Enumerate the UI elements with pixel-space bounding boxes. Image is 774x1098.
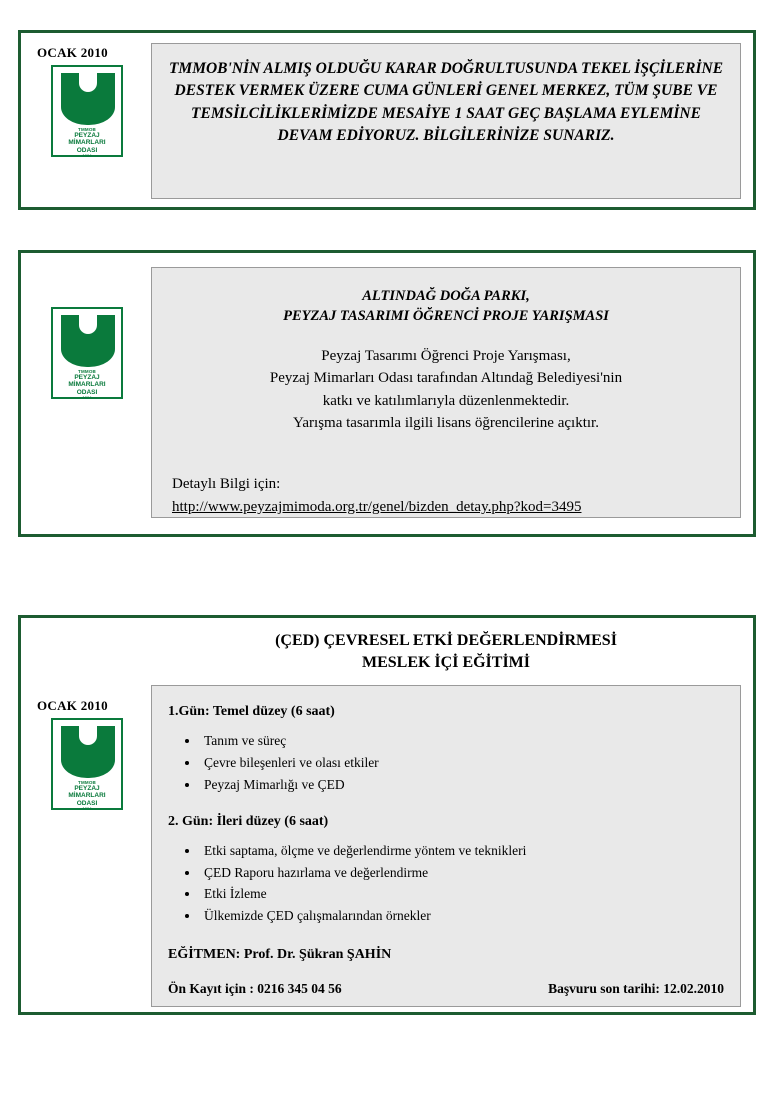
date-label: OCAK 2010 [37,698,108,713]
contest-panel [151,267,741,518]
day1-topic-list [178,730,724,796]
logo-block [27,628,147,810]
announcement-card-yarisma [18,250,756,537]
training-title-line2: MESLEK İÇİ EĞİTİMİ [361,653,531,671]
contest-title [172,286,720,327]
list-item: • Ülkemizde ÇED çalışmalarından örnekler [200,905,724,927]
announcement-card-ced-egitimi [18,615,756,1015]
logo-block [27,43,147,157]
training-title-line1: (ÇED) ÇEVRESEL ETKİ DEĞERLENDİRMESİ [275,632,617,649]
announcement-text: TMMOB'NİN ALMIŞ OLDUĞU KARAR DOĞRULTUSUNDA TEKEL İŞÇİLERİNE DESTEK VERMEK ÜZERE CUMA GÜNLERİ GENEL MERKEZ, TÜM ŞUBE VE TEMSİLCİLİKLERİMİZDE MESAİYE 1 SAAT GEÇ BAŞLAMA EYLEMİNE DEVAM EDİYORUZ. BİLGİLERİNİZE SUNARIZ. [168,60,724,145]
contest-body-line4: Yarışma tasarımla ilgili lisans öğrencilerine açıktır. [293,415,599,432]
contest-body [172,345,720,435]
announcement-text-panel [151,43,741,199]
peyzaj-mimarlari-odasi-logo-icon: TMMOB PEYZAJ MİMARLARI ODASI 1994 [51,307,123,399]
peyzaj-mimarlari-odasi-logo-icon: TMMOB PEYZAJ MİMARLARI ODASI 1994 [51,718,123,810]
application-deadline: Başvuru son tarihi: 12.02.2010 [548,981,724,997]
peyzaj-mimarlari-odasi-logo-icon: TMMOB PEYZAJ MİMARLARI ODASI 1994 [51,65,123,157]
date-label: OCAK 2010 [37,45,108,60]
training-title [151,630,741,673]
day1-heading: 1.Gün: Temel düzey (6 saat) [168,704,335,720]
day2-topic-list [178,840,724,927]
list-item: • Etki saptama, ölçme ve değerlendirme yöntem ve teknikleri [200,840,724,862]
list-item: • Tanım ve süreç [200,730,724,752]
contest-title-line1: ALTINDAĞ DOĞA PARKI, [362,288,530,304]
list-item: • Çevre bileşenleri ve olası etkiler [200,752,724,774]
training-panel [151,685,741,1007]
contest-detail [172,473,720,520]
registration-phone: Ön Kayıt için : 0216 345 04 56 [168,981,342,997]
list-item: • ÇED Raporu hazırlama ve değerlendirme [200,862,724,884]
contest-body-line1: Peyzaj Tasarımı Öğrenci Proje Yarışması, [321,347,571,364]
contest-detail-link[interactable]: http://www.peyzajmimoda.org.tr/genel/bizden_detay.php?kod=3495 [172,498,582,515]
day2-heading: 2. Gün: İleri düzey (6 saat) [168,813,329,829]
list-item: • Etki İzleme [200,883,724,905]
logo-block [27,267,147,399]
trainer-info: EĞİTMEN: Prof. Dr. Şükran ŞAHİN [168,947,392,963]
list-item: • Peyzaj Mimarlığı ve ÇED [200,774,724,796]
contest-title-line2: PEYZAJ TASARIMI ÖĞRENCİ PROJE YARIŞMASI [283,308,609,325]
contest-body-line2: Peyzaj Mimarları Odası tarafından Altındağ Belediyesi'nin [269,370,623,387]
announcement-card-tekel [18,30,756,210]
detail-label: Detaylı Bilgi için: [172,475,281,492]
contest-body-line3: katkı ve katılımlarıyla düzenlenmektedir. [322,392,570,409]
